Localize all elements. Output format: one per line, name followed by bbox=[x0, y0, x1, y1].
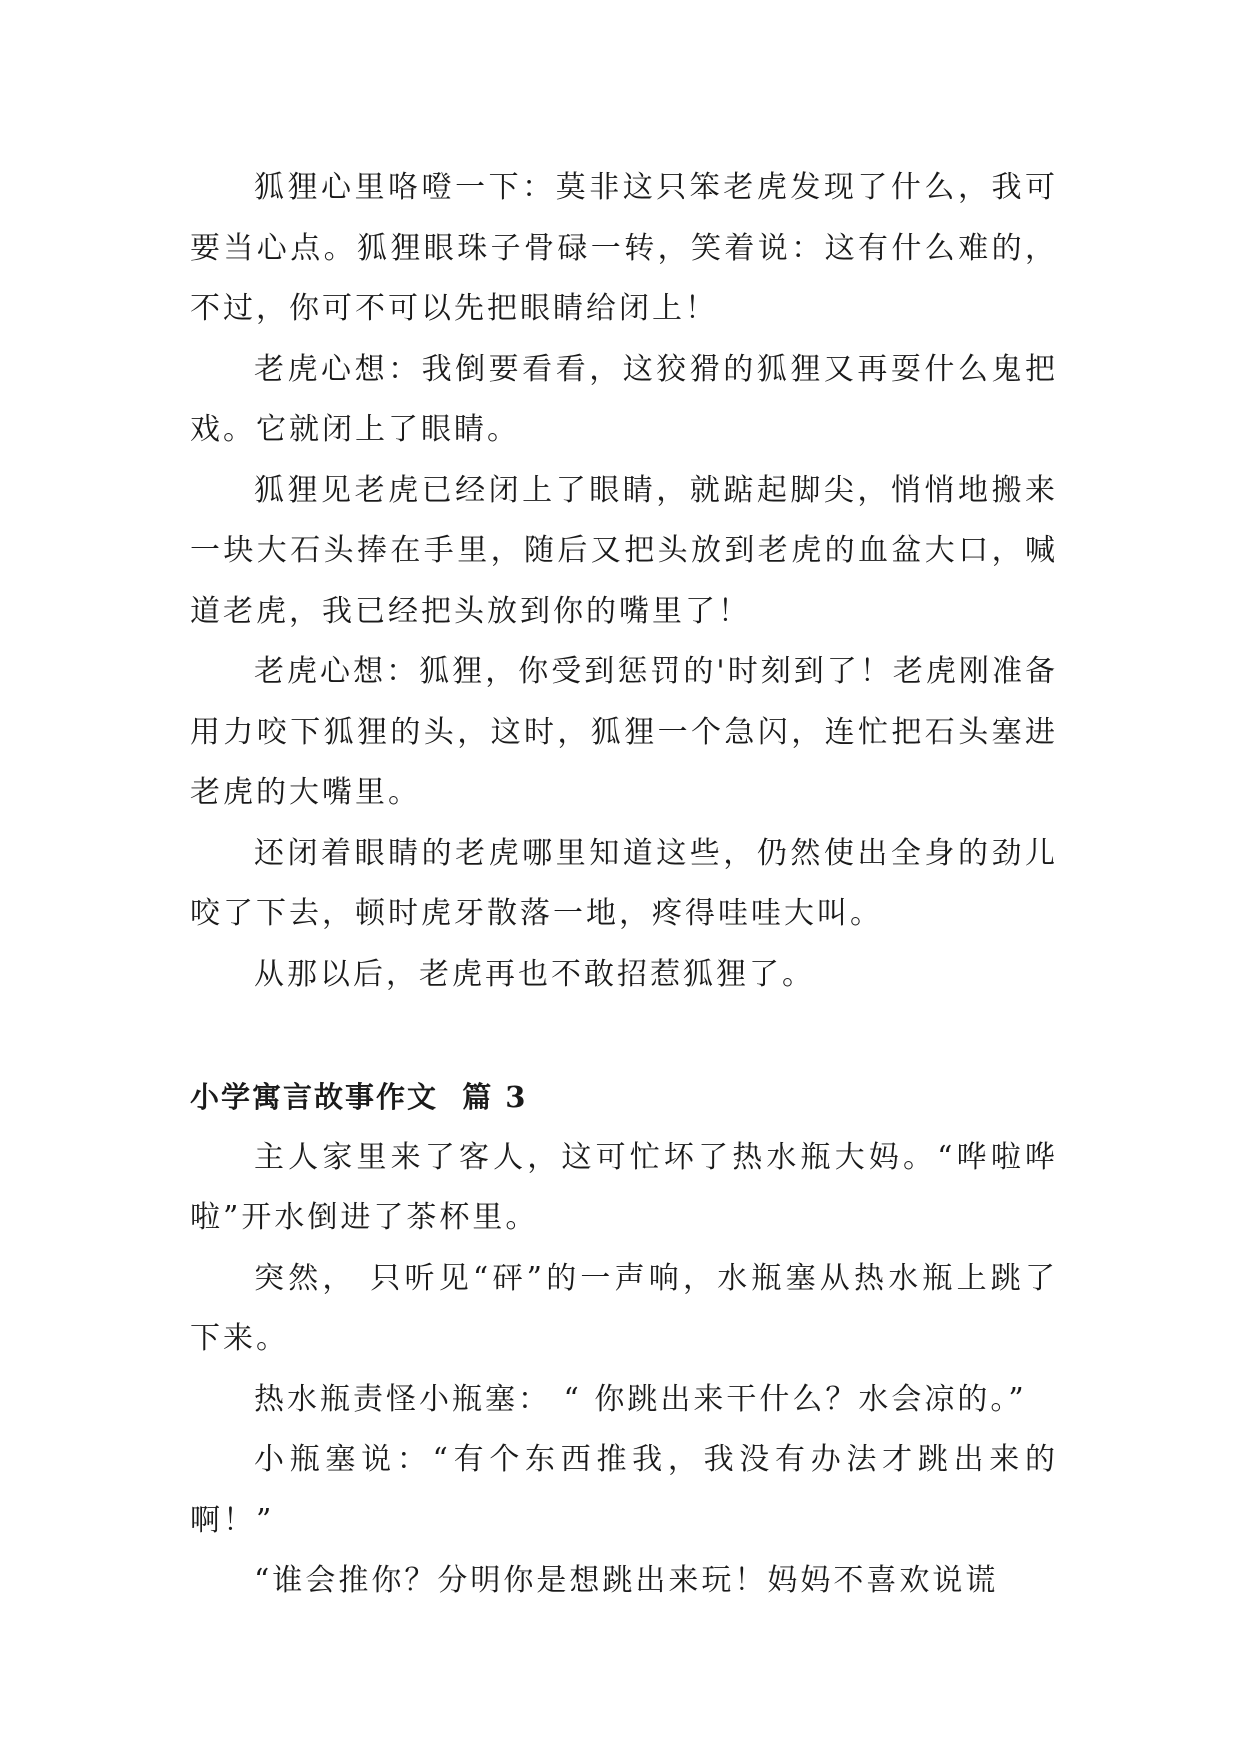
section-heading: 小学寓言故事作文 篇 3 bbox=[190, 1080, 528, 1114]
story-paragraph: 从那以后，老虎再也不敢招惹狐狸了。 bbox=[254, 956, 815, 992]
story-paragraph: 主人家里来了客人，这可忙坏了热水瓶大妈。“哗啦哗啦”开水倒进了茶杯里。 bbox=[190, 1139, 1058, 1235]
document-page bbox=[190, 158, 1058, 1612]
story-paragraph: 老虎心想：我倒要看看，这狡猾的狐狸又再耍什么鬼把戏。它就闭上了眼睛。 bbox=[190, 351, 1058, 447]
story-paragraph: 热水瓶责怪小瓶塞： “ 你跳出来干什么？水会凉的。” bbox=[254, 1381, 1027, 1417]
story-paragraph: 还闭着眼睛的老虎哪里知道这些，仍然使出全身的劲儿咬了下去，顿时虎牙散落一地，疼得哇哇大叫。 bbox=[190, 835, 1058, 931]
story-paragraph: 老虎心想：狐狸，你受到惩罚的'时刻到了！老虎刚准备用力咬下狐狸的头，这时，狐狸一个急闪，连忙把石头塞进老虎的大嘴里。 bbox=[190, 654, 1058, 810]
story-paragraph: 突然， 只听见“砰”的一声响，水瓶塞从热水瓶上跳了下来。 bbox=[190, 1260, 1058, 1356]
story-paragraph: “谁会推你？分明你是想跳出来玩！妈妈不喜欢说谎 bbox=[254, 1563, 999, 1598]
story-paragraph: 狐狸心里咯噔一下：莫非这只笨老虎发现了什么，我可要当心点。狐狸眼珠子骨碌一转，笑着说：这有什么难的，不过，你可不可以先把眼睛给闭上！ bbox=[190, 170, 1058, 326]
story-paragraph: 狐狸见老虎已经闭上了眼睛，就踮起脚尖，悄悄地搬来一块大石头捧在手里，随后又把头放到老虎的血盆大口，喊道老虎，我已经把头放到你的嘴里了！ bbox=[190, 472, 1058, 629]
story-paragraph: 小瓶塞说：“有个东西推我，我没有办法才跳出来的啊！” bbox=[190, 1442, 1058, 1538]
